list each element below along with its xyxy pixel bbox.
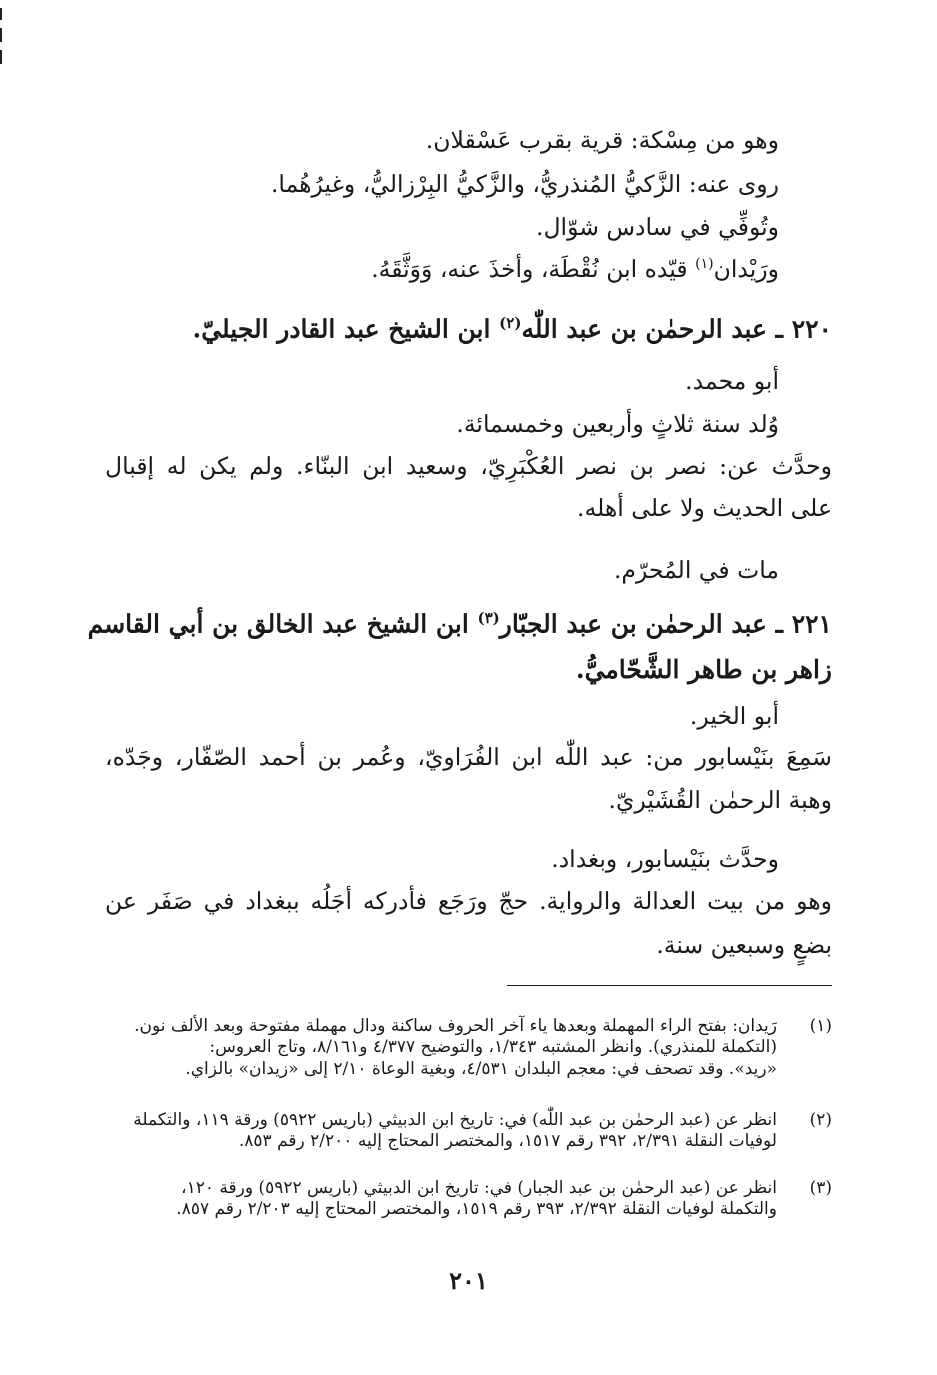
body-line — [371, 255, 779, 283]
footnote-number: (٢) — [809, 1110, 832, 1130]
footnote-2 — [105, 1110, 832, 1153]
footnote-1 — [105, 1016, 832, 1080]
footnote-line: «ريد». وقد تصحف في: معجم البلدان ٤/٥٣١، وبغية الوعاة ٢/١٠ إلى «زيدان» بالزاي. — [185, 1058, 777, 1079]
body-line: وتُوفِّي في سادس شوّال. — [536, 213, 779, 241]
body-line: وهبة الرحمٰن القُشَيْريّ. — [608, 786, 832, 814]
body-line: وهو من مِسْكة: قرية بقرب عَسْقلان. — [425, 126, 779, 154]
footnote-3 — [105, 1178, 832, 1221]
body-line: وحدَّث بنَيْسابور، وبغداد. — [551, 845, 779, 873]
body-line: وهو من بيت العدالة والرواية. حجّ ورَجَع فأدركه أجَلُه ببغداد في صَفَر عن — [105, 887, 832, 915]
footnote-line: انظر عن (عبد الرحمٰن بن عبد الجبار) في: تاريخ ابن الدبيثي (باريس ٥٩٢٢) ورقة ١٢٠، — [181, 1178, 777, 1198]
entry-heading-221-cont: زاهر بن طاهر الشَّحّاميُّ. — [575, 655, 832, 684]
footnote-line: لوفيات النقلة ٢/٣٩١، ٣٩٢ رقم ١٥١٧، والمختصر المحتاج إليه ٢/٢٠٠ رقم ٨٥٣. — [238, 1131, 777, 1152]
footnote-separator — [507, 985, 832, 986]
body-line: سَمِعَ بنَيْسابور من: عبد اللّٰه ابن الفُرَاويّ، وعُمر بن أحمد الصّفّار، وجَدّه، — [105, 743, 832, 771]
footnote-number: (٣) — [809, 1178, 832, 1198]
footnote-line: رَيدان: بفتح الراء المهملة وبعدها ياء آخر الحروف ساكنة ودال مهملة مفتوحة وبعد الألف نون. — [134, 1016, 777, 1036]
footnote-number: (١) — [809, 1016, 832, 1036]
body-line: على الحديث ولا على أهله. — [577, 494, 832, 522]
heading-text: ابن الشيخ عبد الخالق بن أبي القاسم — [87, 609, 478, 639]
body-line: مات في المُحرّم. — [613, 556, 779, 584]
page-number: ٢٠١ — [449, 1266, 488, 1295]
heading-text: ٢٢١ ـ عبد الرحمٰن بن عبد الجبّار — [499, 609, 832, 639]
body-line: بضعٍ وسبعين سنة. — [656, 931, 832, 959]
body-line: وحدَّث عن: نصر بن نصر العُكْبَرِيّ، وسعيد ابن البنّاء. ولم يكن له إقبال — [105, 452, 832, 480]
body-line: أبو الخير. — [689, 702, 779, 730]
body-line: وُلد سنة ثلاثٍ وأربعين وخمسمائة. — [456, 410, 779, 438]
body-line: أبو محمد. — [685, 367, 779, 395]
footnote-ref: (٢) — [499, 314, 522, 332]
entry-heading-221 — [87, 609, 832, 639]
footnote-ref: (٣) — [477, 609, 500, 627]
footnote-line: (التكملة للمنذري). وانظر المشتبه ١/٣٤٣، والتوضيح ٤/٣٧٧ و٨/١٦١، وتاج العروس: — [209, 1037, 777, 1058]
footnote-ref: (١) — [695, 256, 714, 273]
heading-text: ابن الشيخ عبد القادر الجيليّ. — [192, 314, 500, 344]
heading-text: ٢٢٠ ـ عبد الرحمٰن بن عبد اللّٰه — [521, 314, 832, 344]
footnote-line: انظر عن (عبد الرحمٰن بن عبد اللّٰه) في: تاريخ ابن الدبيثي (باريس ٥٩٢٢) ورقة ١١٩، والتكملة — [133, 1110, 777, 1130]
body-text: ورَيْدان — [713, 255, 779, 283]
entry-heading-220 — [192, 314, 832, 344]
footnote-line: والتكملة لوفيات النقلة ٢/٣٩٢، ٣٩٣ رقم ١٥١٩، والمختصر المحتاج إليه ٢/٢٠٣ رقم ٨٥٧. — [176, 1199, 777, 1220]
body-line: روى عنه: الزَّكيُّ المُنذريُّ، والزَّكيُّ البِرْزاليُّ، وغيرُهُما. — [270, 170, 779, 198]
body-text: قيّده ابن نُقْطَة، وأخذَ عنه، وَوَثَّقَهُ. — [371, 255, 696, 283]
